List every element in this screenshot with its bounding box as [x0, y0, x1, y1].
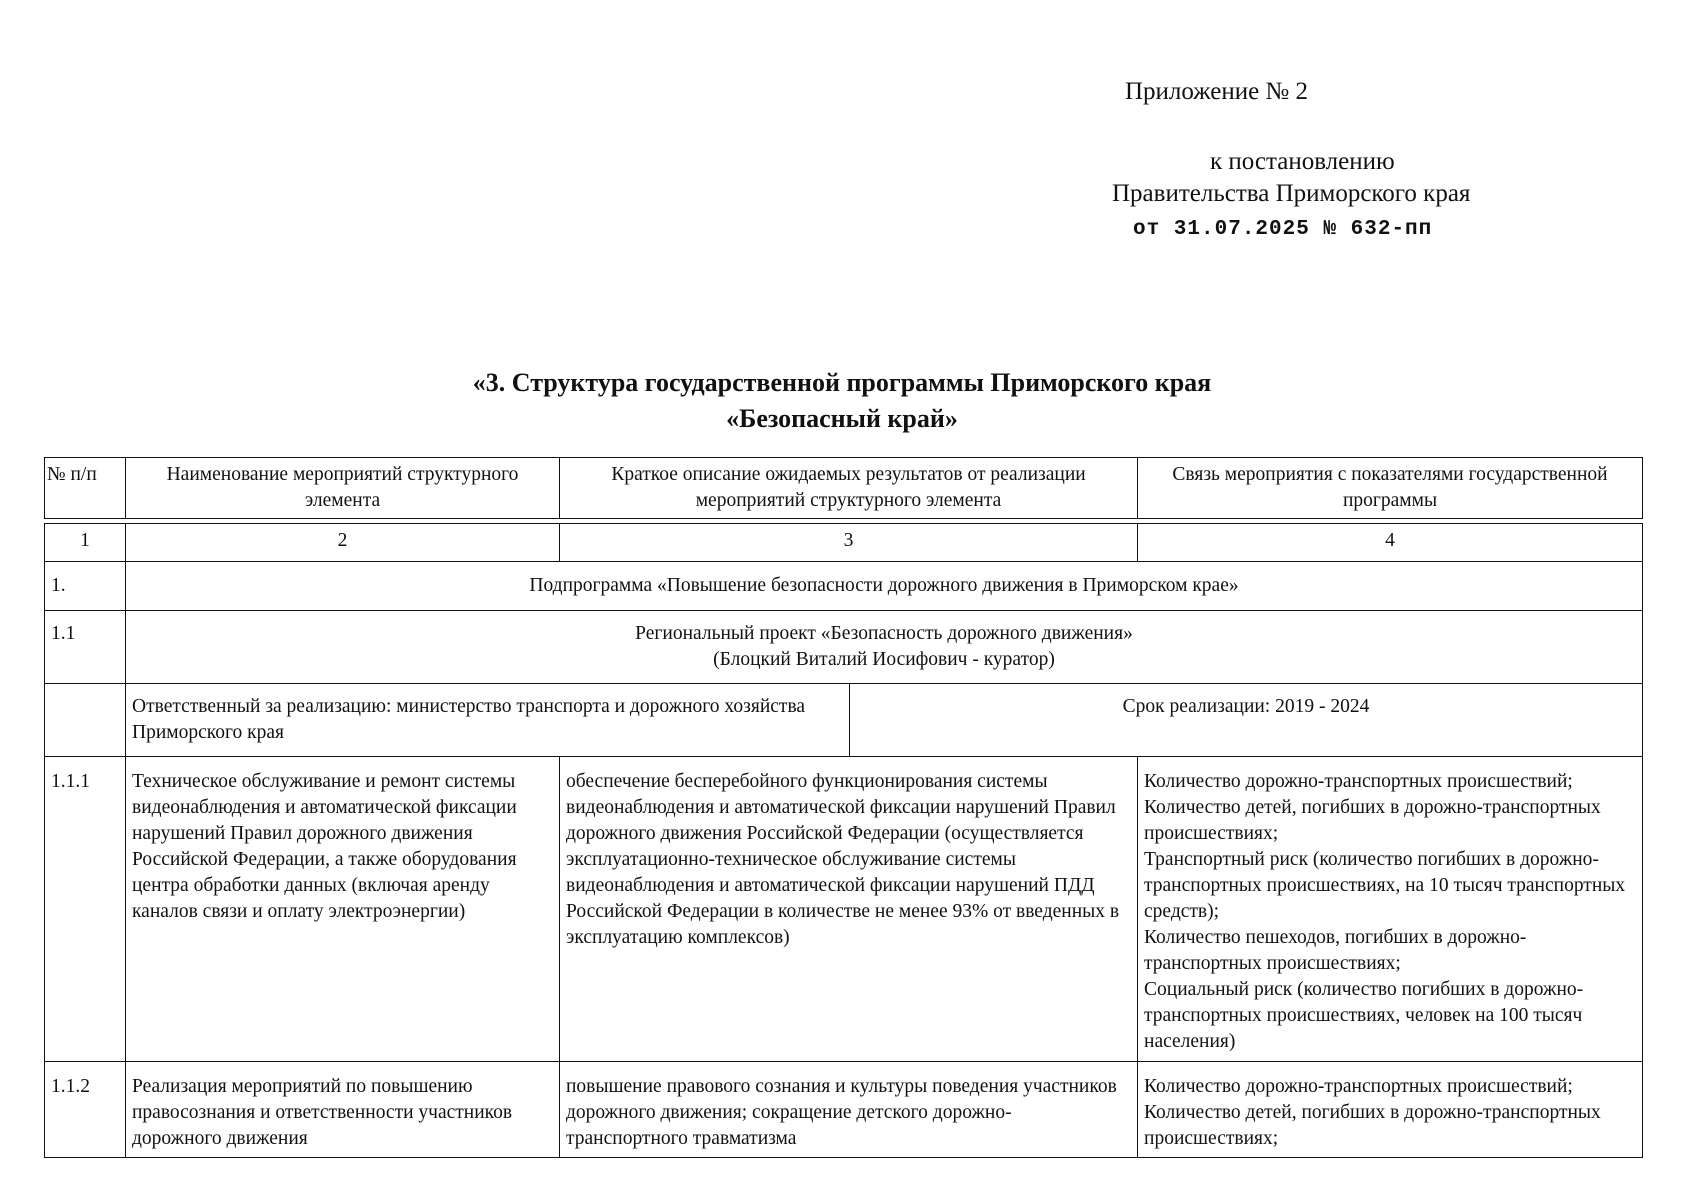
annex-authority: Правительства Приморского края — [1112, 180, 1471, 207]
program-structure-table — [44, 457, 1643, 1158]
subprogram-number: 1. — [45, 562, 126, 611]
table-row — [45, 757, 1643, 1062]
title-line-2: «Безопасный край» — [726, 404, 958, 433]
project-curator: (Блоцкий Виталий Иосифович - куратор) — [713, 649, 1055, 670]
column-numbers-row — [45, 524, 1643, 562]
header-number: № п/п — [45, 458, 126, 519]
row-indicators: Количество дорожно-транспортных происшествий; Количество детей, погибших в дорожно-транспортных происшествиях; Транспортный риск (количество погибших в дорожно-транспортных происшествиях, на 10 тысяч транспортных средств); Количество пешеходов, погибших в дорожно-транспортных происшествиях; Социальный риск (количество погибших в дорожно-транспортных происшествиях, человек на 100 тысяч населения) — [1138, 757, 1643, 1062]
title-line-1: «3. Структура государственной программы Приморского края — [472, 368, 1212, 397]
responsible-row — [45, 684, 1643, 757]
row-measure-name: Реализация мероприятий по повышению правосознания и ответственности участников дорожного движения — [126, 1062, 560, 1158]
header-description: Краткое описание ожидаемых результатов от реализации мероприятий структурного элемента — [560, 458, 1138, 519]
header-name: Наименование мероприятий структурного элемента — [126, 458, 560, 519]
row-expected-results: повышение правового сознания и культуры поведения участников дорожного движения; сокращение детского дорожно-транспортного травматизма — [560, 1062, 1138, 1158]
project-title — [126, 611, 1643, 684]
project-row — [45, 611, 1643, 684]
table-header-row — [45, 458, 1643, 519]
column-number-3: 3 — [560, 524, 1138, 562]
subprogram-row — [45, 562, 1643, 611]
row-indicators: Количество дорожно-транспортных происшествий; Количество детей, погибших в дорожно-транспортных происшествиях; — [1138, 1062, 1643, 1158]
column-number-4: 4 — [1138, 524, 1643, 562]
document-title — [0, 365, 1684, 437]
responsible-number-empty — [45, 684, 126, 757]
project-name: Региональный проект «Безопасность дорожного движения» — [635, 623, 1133, 644]
implementation-term: Срок реализации: 2019 - 2024 — [850, 684, 1643, 757]
row-number: 1.1.2 — [45, 1062, 126, 1158]
table-row — [45, 1062, 1643, 1158]
annex-date-number: от 31.07.2025 № 632-пп — [1133, 218, 1433, 241]
column-number-1: 1 — [45, 524, 126, 562]
row-number: 1.1.1 — [45, 757, 126, 1062]
annex-reference: к постановлению — [1210, 148, 1395, 175]
project-number: 1.1 — [45, 611, 126, 684]
column-number-2: 2 — [126, 524, 560, 562]
row-measure-name: Техническое обслуживание и ремонт системы видеонаблюдения и автоматической фиксации нарушений Правил дорожного движения Российской Федерации, а также оборудования центра обработки данных (включая аренду каналов связи и оплату электроэнергии) — [126, 757, 560, 1062]
row-expected-results: обеспечение бесперебойного функционирования системы видеонаблюдения и автоматической фиксации нарушений Правил дорожного движения Российской Федерации (осуществляется эксплуатационно-техническое обслуживание системы видеонаблюдения и автоматической фиксации нарушений ПДД Российской Федерации в количестве не менее 93% от введенных в эксплуатацию комплексов) — [560, 757, 1138, 1062]
responsible-organization: Ответственный за реализацию: министерство транспорта и дорожного хозяйства Приморского края — [126, 684, 850, 757]
subprogram-title: Подпрограмма «Повышение безопасности дорожного движения в Приморском крае» — [126, 562, 1643, 611]
annex-number: Приложение № 2 — [1125, 78, 1309, 105]
header-indicators: Связь мероприятия с показателями государственной программы — [1138, 458, 1643, 519]
